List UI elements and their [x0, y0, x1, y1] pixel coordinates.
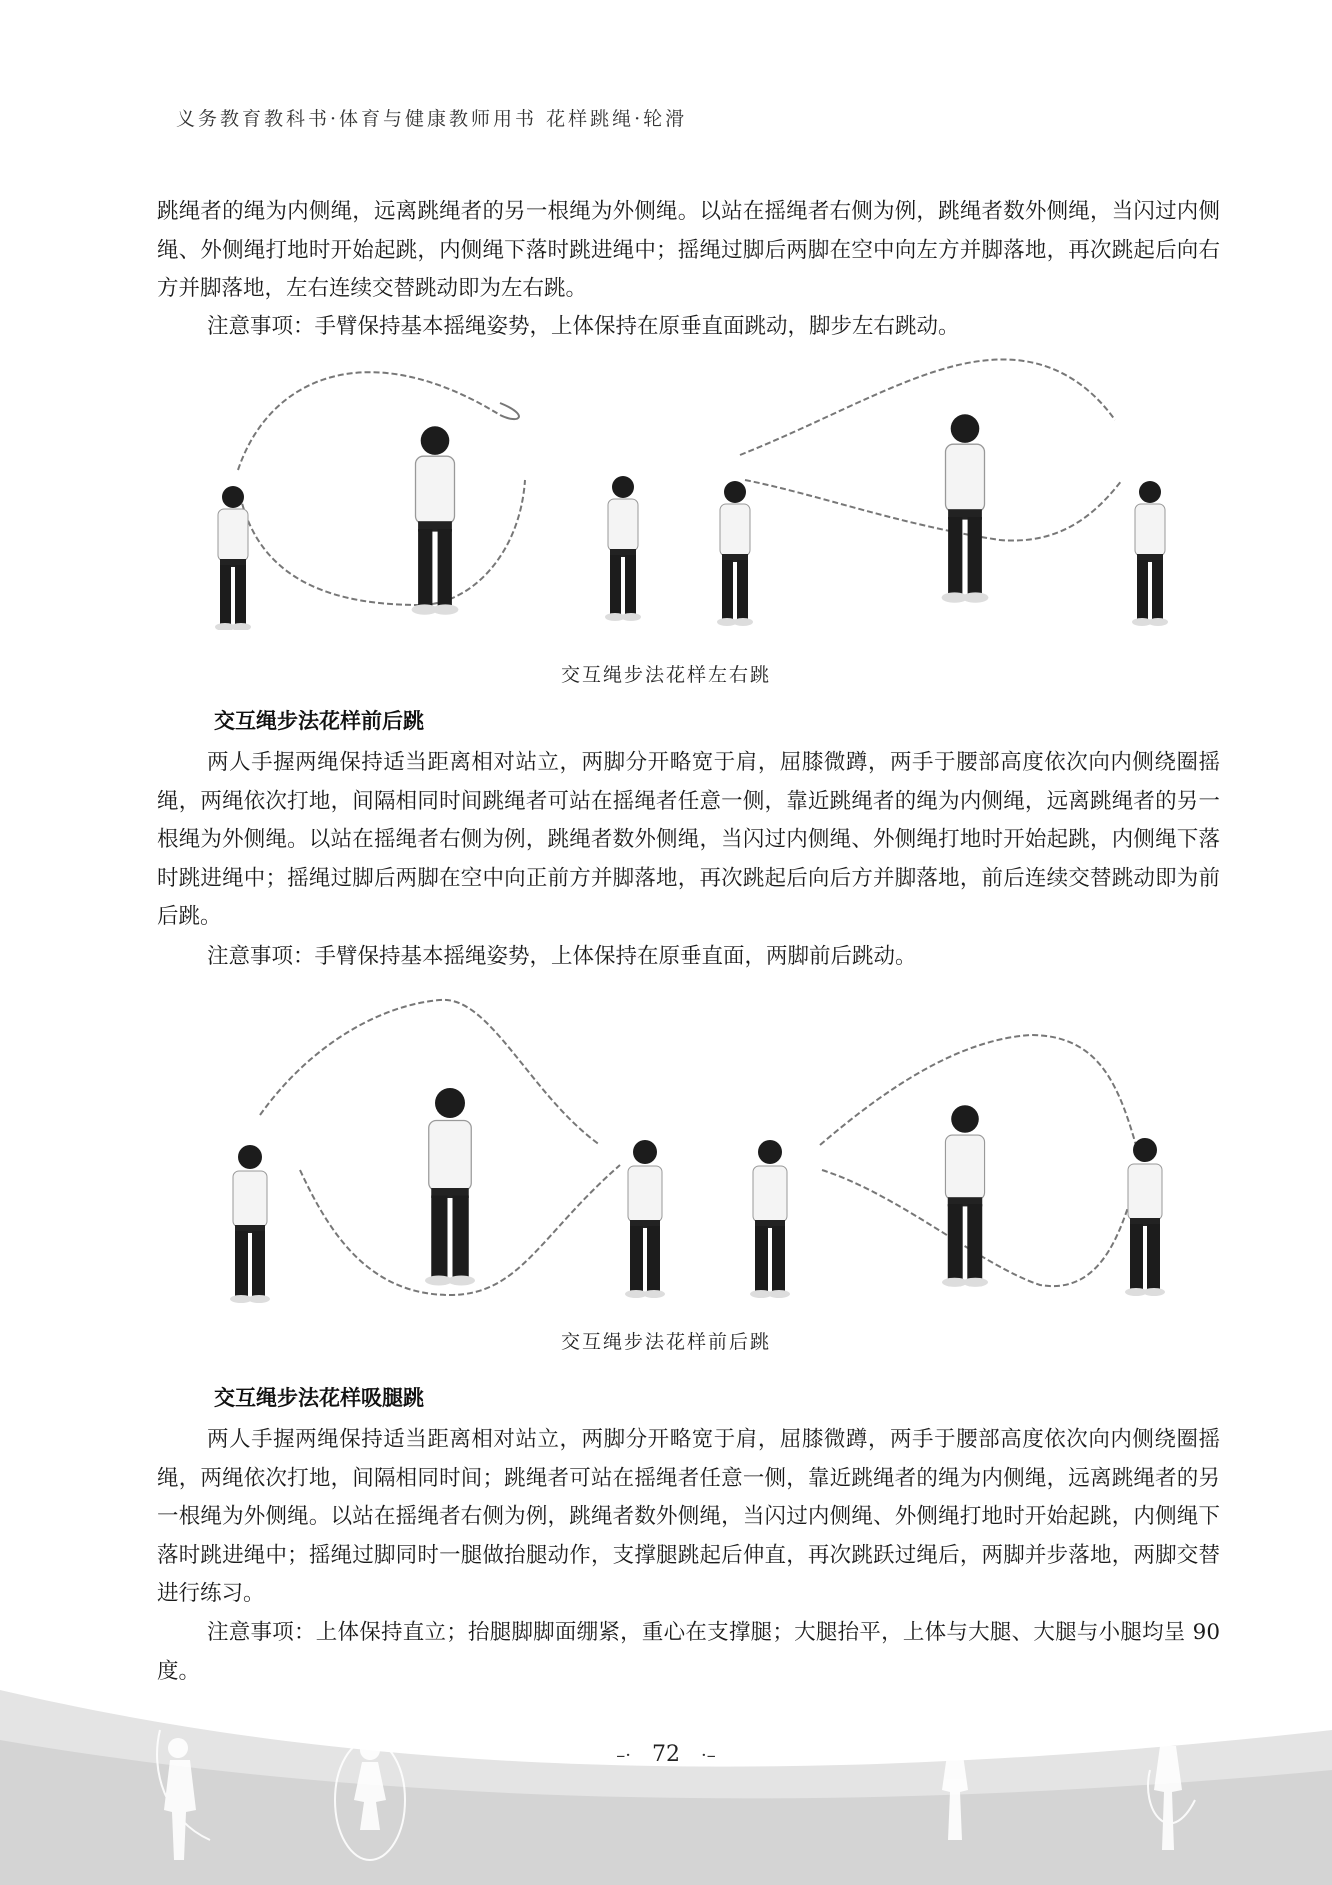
- section3-note: 注意事项：上体保持直立；抬腿脚脚面绷紧，重心在支撑腿；大腿抬平，上体与大腿、大腿与小腿均呈 90 度。: [157, 1620, 1220, 1684]
- page-dash-left: –·: [616, 1745, 631, 1766]
- section2-paragraph: 两人手握两绳保持适当距离相对站立，两脚分开略宽于肩，屈膝微蹲，两手于腰部高度依次向内侧绕圈摇绳，两绳依次打地，间隔相同时间跳绳者可站在摇绳者任意一侧，靠近跳绳者的绳为内侧绳，远离跳绳者的另一根绳为外侧绳。以站在摇绳者右侧为例，跳绳者数外侧绳，当闪过内侧绳、外侧绳打地时开始起跳，内侧绳下落时跳进绳中；摇绳过脚后两脚在空中向正前方并脚落地，再次跳起后向后方并脚落地，前后连续交替跳动即为前后跳。: [157, 750, 1220, 929]
- running-header: 义务教育教科书·体育与健康教师用书 花样跳绳·轮滑: [176, 108, 688, 130]
- photo-front-back-jump: [200, 995, 1180, 1307]
- section1-paragraph: 跳绳者的绳为内侧绳，远离跳绳者的另一根绳为外侧绳。以站在摇绳者右侧为例，跳绳者数外侧绳，当闪过内侧绳、外侧绳打地时开始起跳，内侧绳下落时跳进绳中；摇绳过脚后两脚在空中向左方并脚落地，再次跳起后向右方并脚落地，左右连续交替跳动即为左右跳。: [157, 199, 1220, 301]
- jumper-figure: [425, 1088, 475, 1286]
- rope-turner-figure: [605, 476, 641, 621]
- page-number-value: 72: [652, 1742, 680, 1767]
- rope-turner-figure: [215, 486, 251, 630]
- jumper-figure: [412, 426, 459, 615]
- page-dash-right: ·–: [701, 1745, 716, 1766]
- footer-decoration: [0, 1650, 1332, 1885]
- section3-paragraph: 两人手握两绳保持适当距离相对站立，两脚分开略宽于肩，屈膝微蹲，两手于腰部高度依次向内侧绕圈摇绳，两绳依次打地，间隔相同时间；跳绳者可站在摇绳者任意一侧，靠近跳绳者的绳为内侧绳，远离跳绳者的另一根绳为外侧绳。以站在摇绳者右侧为例，跳绳者数外侧绳，当闪过内侧绳、外侧绳打地时开始起跳，内侧绳下落时跳进绳中；摇绳过脚同时一腿做抬腿动作，支撑腿跳起后伸直，再次跳跃过绳后，两脚并步落地，两脚交替进行练习。: [157, 1427, 1220, 1606]
- rope-turner-figure: [1132, 481, 1168, 626]
- photo-left-right-jump: [200, 355, 1180, 630]
- jumper-figure: [942, 414, 989, 602]
- section2-note: 注意事项：手臂保持基本摇绳姿势，上体保持在原垂直面，两脚前后跳动。: [207, 944, 917, 969]
- figure-caption-1: 交互绳步法花样左右跳: [560, 664, 771, 686]
- rope-turner-figure: [1125, 1138, 1165, 1296]
- rope-turner-figure: [717, 481, 753, 626]
- section1-note: 注意事项：手臂保持基本摇绳姿势，上体保持在原垂直面跳动，脚步左右跳动。: [207, 314, 960, 339]
- section2-heading: 交互绳步法花样前后跳: [214, 709, 424, 733]
- page-number: [0, 1742, 1332, 1767]
- jumper-figure: [942, 1105, 988, 1287]
- rope-turner-figure: [750, 1140, 790, 1298]
- rope-turner-figure: [230, 1145, 270, 1303]
- section3-heading: 交互绳步法花样吸腿跳: [214, 1386, 424, 1410]
- rope-turner-figure: [625, 1140, 665, 1298]
- figure-caption-2: 交互绳步法花样前后跳: [560, 1331, 771, 1353]
